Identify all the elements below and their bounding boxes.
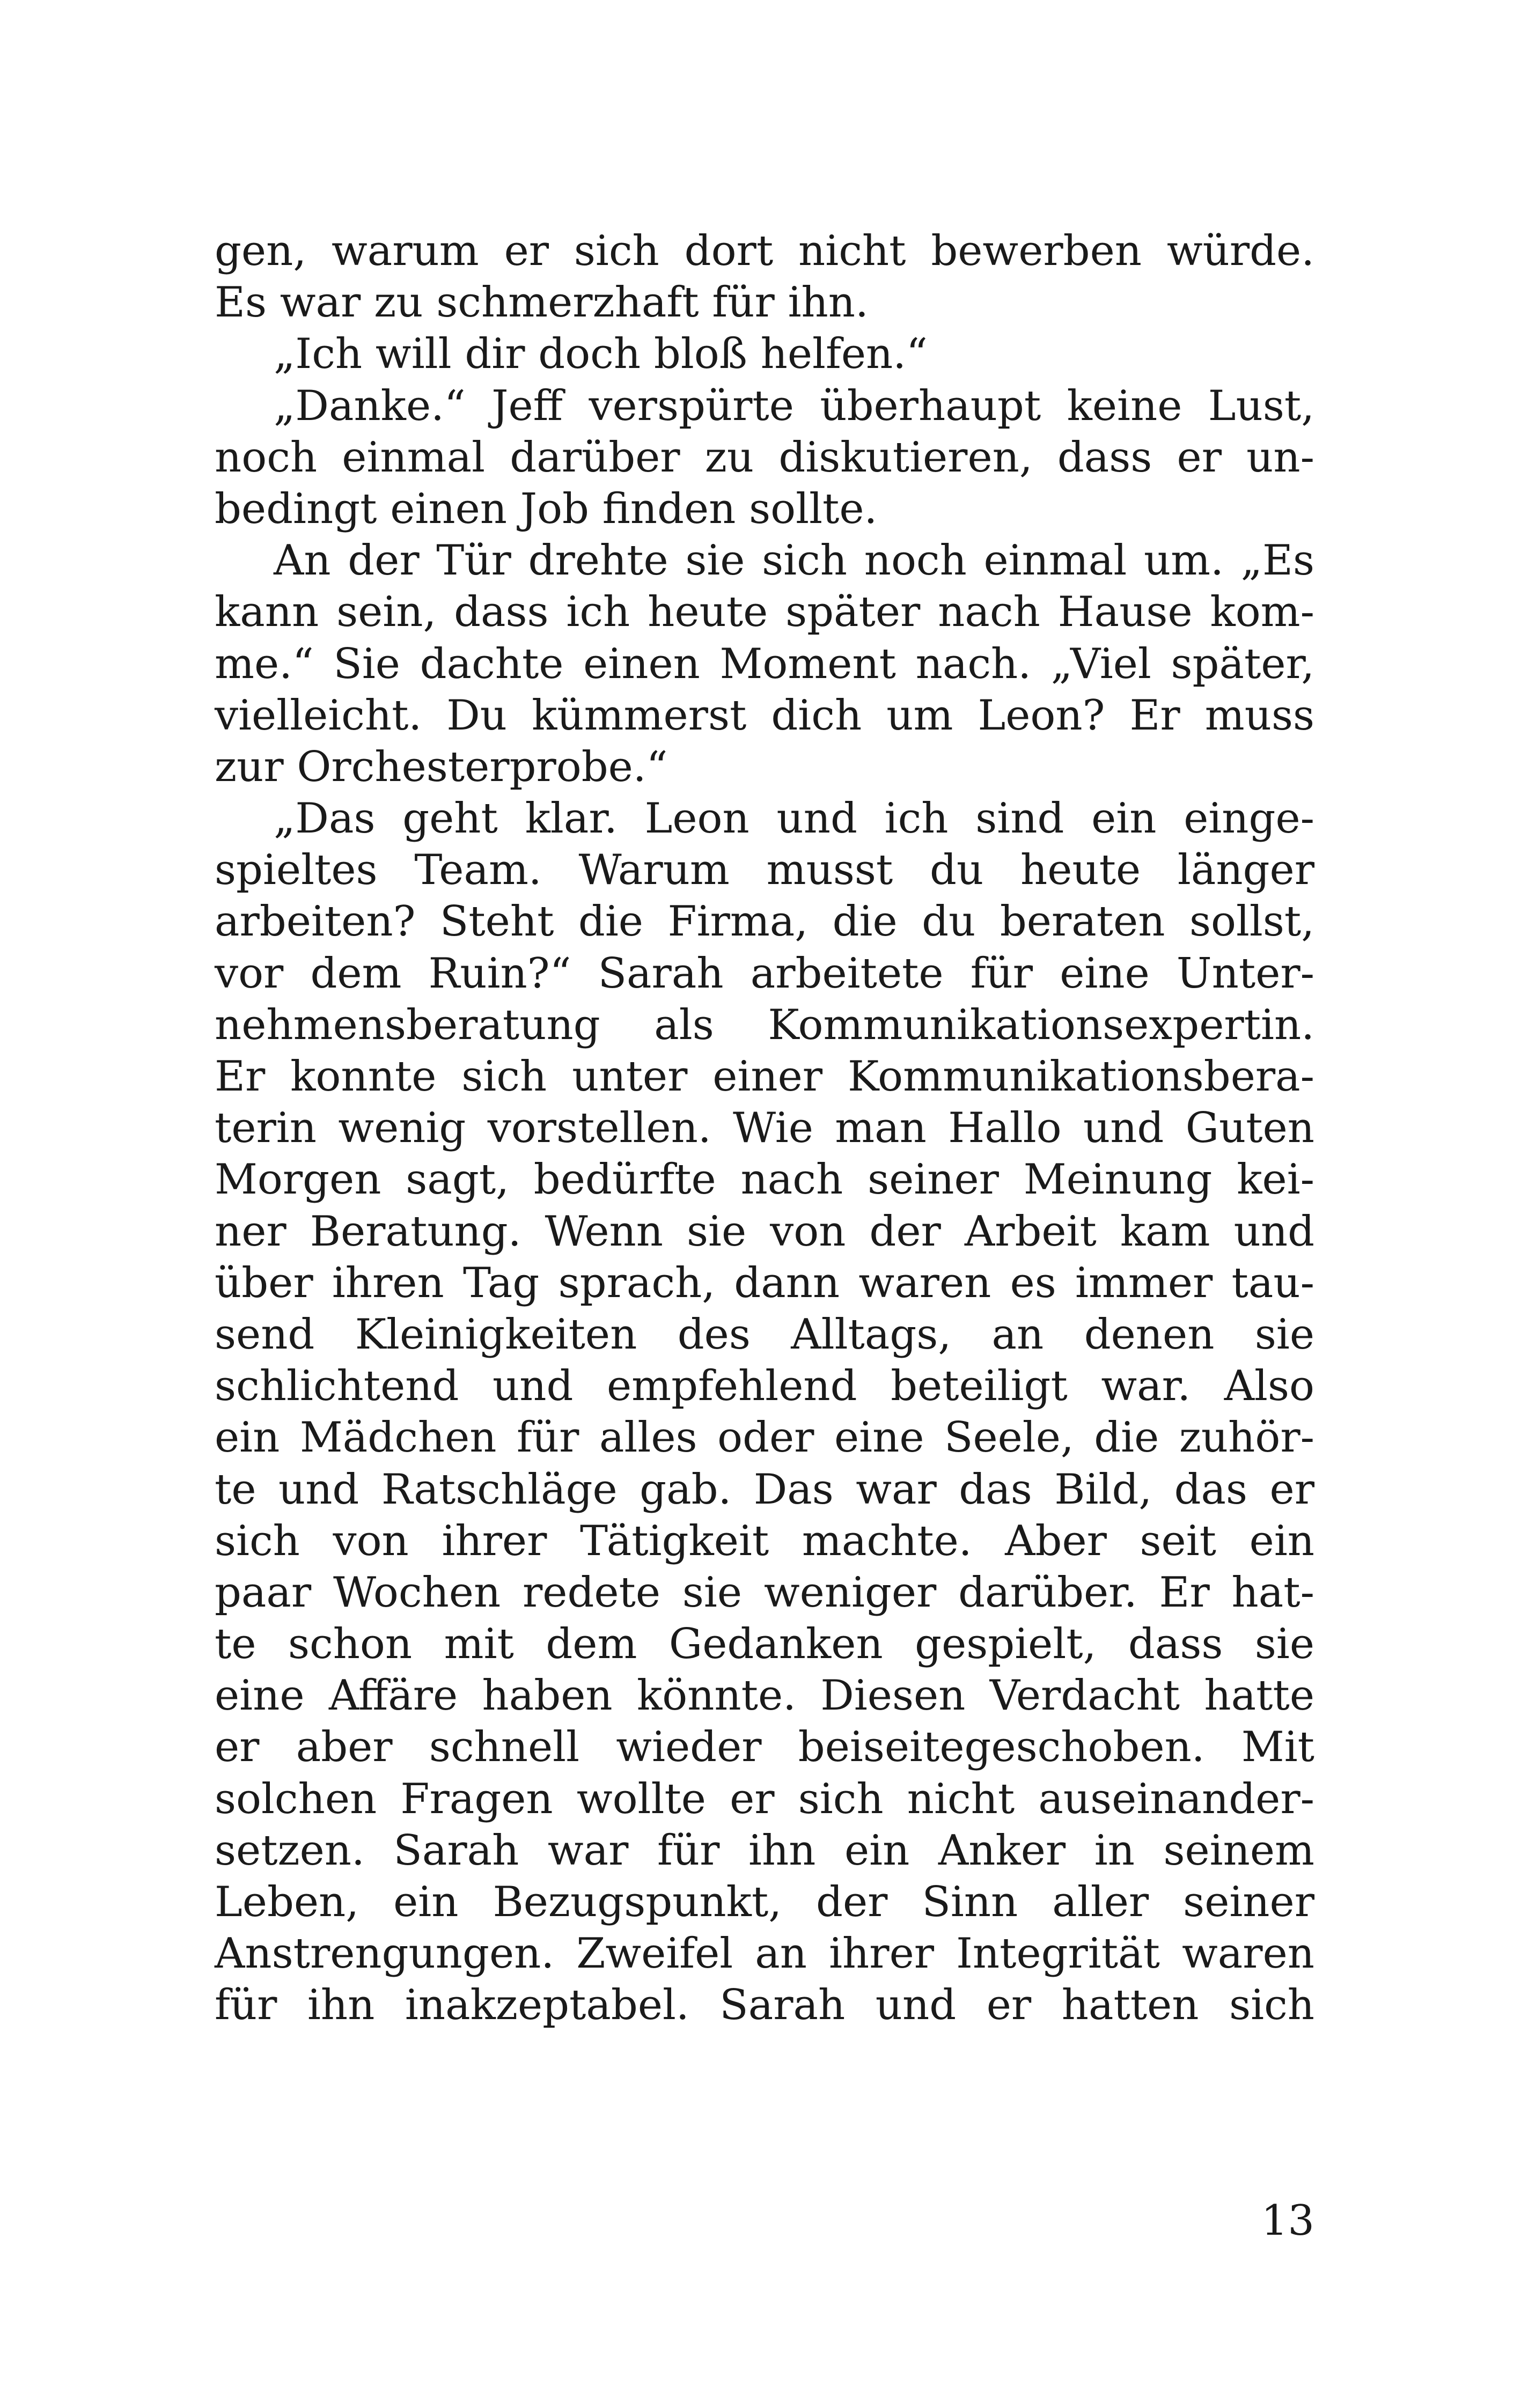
text-line: über ihren Tag sprach, dann waren es immer tau- xyxy=(215,1258,1314,1307)
text-line: „Das geht klar. Leon und ich sind ein einge- xyxy=(274,794,1314,843)
text-line: kann sein, dass ich heute später nach Hause kom- xyxy=(215,588,1314,637)
text-line: vielleicht. Du kümmerst dich um Leon? Er muss xyxy=(215,691,1314,740)
text-line: Anstrengungen. Zweifel an ihrer Integrität waren xyxy=(215,1930,1314,1978)
text-line: te schon mit dem Gedanken gespielt, dass sie xyxy=(215,1620,1314,1669)
text-line: „Ich will dir doch bloß helfen.“ xyxy=(274,330,928,379)
text-line: paar Wochen redete sie weniger darüber. Er hat- xyxy=(215,1568,1314,1617)
body-text xyxy=(215,225,1314,2031)
text-line: ein Mädchen für alles oder eine Seele, die zuhör- xyxy=(215,1413,1314,1462)
text-line: Er konnte sich unter einer Kommunikationsbera- xyxy=(215,1052,1314,1101)
text-line: te und Ratschläge gab. Das war das Bild, das er xyxy=(215,1465,1314,1514)
text-line: zur Orchesterprobe.“ xyxy=(215,742,668,791)
text-line: An der Tür drehte sie sich noch einmal um. „Es xyxy=(274,536,1314,585)
text-line: vor dem Ruin?“ Sarah arbeitete für eine Unter- xyxy=(215,949,1314,998)
text-line: bedingt einen Job finden sollte. xyxy=(215,484,878,533)
text-line: ner Beratung. Wenn sie von der Arbeit kam und xyxy=(215,1207,1314,1256)
text-line: send Kleinigkeiten des Alltags, an denen sie xyxy=(215,1310,1314,1359)
text-line: „Danke.“ Jeff verspürte überhaupt keine Lust, xyxy=(274,381,1314,430)
text-line: Es war zu schmerzhaft für ihn. xyxy=(215,278,869,327)
text-line: eine Affäre haben könnte. Diesen Verdacht hatte xyxy=(215,1671,1314,1720)
text-line: gen, warum er sich dort nicht bewerben würde. xyxy=(215,227,1314,275)
text-line: arbeiten? Steht die Firma, die du beraten sollst, xyxy=(215,897,1314,946)
text-line: Leben, ein Bezugspunkt, der Sinn aller seiner xyxy=(215,1878,1314,1926)
text-line: Morgen sagt, bedürfte nach seiner Meinung kei- xyxy=(215,1155,1314,1204)
text-line: für ihn inakzeptabel. Sarah und er hatten sich xyxy=(215,1981,1314,2030)
text-line: solchen Fragen wollte er sich nicht auseinander- xyxy=(215,1774,1314,1823)
text-line: me.“ Sie dachte einen Moment nach. „Viel später, xyxy=(215,639,1314,688)
text-line: terin wenig vorstellen. Wie man Hallo und Guten xyxy=(215,1104,1314,1153)
text-line: nehmensberatung als Kommunikationsexpertin. xyxy=(215,1000,1314,1049)
text-line: setzen. Sarah war für ihn ein Anker in seinem xyxy=(215,1826,1314,1875)
text-line: er aber schnell wieder beiseitegeschoben. Mit xyxy=(215,1723,1314,1772)
text-line: spieltes Team. Warum musst du heute länger xyxy=(215,846,1314,895)
page-number: 13 xyxy=(1261,2197,1314,2245)
text-line: schlichtend und empfehlend beteiligt war. Also xyxy=(215,1362,1314,1411)
text-line: noch einmal darüber zu diskutieren, dass er un- xyxy=(215,433,1314,482)
text-line: sich von ihrer Tätigkeit machte. Aber seit ein xyxy=(215,1516,1314,1565)
